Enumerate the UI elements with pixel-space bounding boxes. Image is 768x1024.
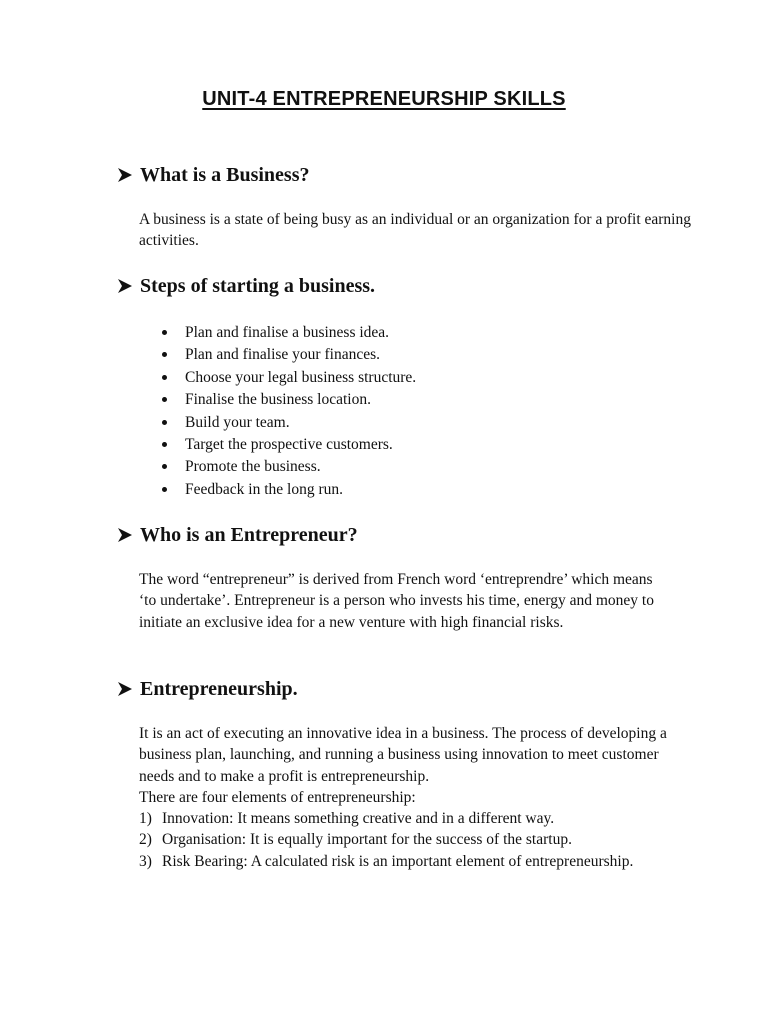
list-item (139, 829, 669, 850)
heading-text: Entrepreneurship. (140, 678, 298, 700)
list-item (160, 456, 416, 478)
entrepreneur-definition-text: The word “entrepreneur” is derived from French word ‘entreprendre’ which means ‘to undertake’. Entrepreneur is a person who invests his time, energy and money to initiate an exclusive idea for a new venture with high financial risks. (139, 571, 654, 631)
list-item (160, 367, 416, 389)
heading-steps (116, 274, 375, 298)
list-item (139, 808, 669, 829)
arrowhead-bullet-icon (116, 680, 134, 698)
elements-list (139, 808, 669, 872)
page-title: UNIT-4 ENTREPRENEURSHIP SKILLS (202, 88, 566, 110)
entrepreneurship-definition (139, 723, 669, 872)
list-item-text: Build your team. (185, 413, 290, 431)
list-item-text: Organisation: It is equally important for the success of the startup. (162, 831, 572, 849)
business-definition-text: A business is a state of being busy as an individual or an organization for a profit earning activities. (139, 211, 691, 250)
list-item-text: Feedback in the long run. (185, 480, 343, 498)
arrowhead-bullet-icon (116, 166, 134, 184)
list-number: 1) (139, 810, 152, 828)
list-item-text: Plan and finalise a business idea. (185, 324, 390, 341)
list-item (160, 322, 416, 344)
list-item-text: Risk Bearing: A calculated risk is an important element of entrepreneurship. (162, 852, 634, 870)
list-item-text: Innovation: It means something creative and in a different way. (162, 810, 555, 828)
list-number: 3) (139, 852, 152, 870)
list-item-text: Finalise the business location. (185, 391, 371, 409)
bullet-dot-icon (162, 397, 167, 402)
list-item (160, 412, 416, 434)
list-item (160, 389, 416, 411)
bullet-dot-icon (162, 375, 167, 380)
bullet-dot-icon (162, 330, 167, 335)
heading-entrepreneurship (116, 677, 298, 701)
list-item-text: Promote the business. (185, 458, 321, 476)
heading-what-is-business (116, 163, 310, 187)
entrepreneur-definition (139, 569, 659, 633)
bullet-dot-icon (162, 352, 167, 357)
heading-text: Who is an Entrepreneur? (140, 524, 358, 546)
heading-text: What is a Business? (140, 164, 310, 186)
list-item (160, 434, 416, 456)
bullet-dot-icon (162, 442, 167, 447)
elements-intro: There are four elements of entrepreneurship: (139, 788, 416, 806)
list-item-text: Choose your legal business structure. (185, 368, 417, 386)
list-item-text: Plan and finalise your finances. (185, 346, 380, 364)
list-item (139, 851, 669, 872)
heading-who-is-entrepreneur (116, 523, 358, 547)
bullet-dot-icon (162, 420, 167, 425)
bullet-dot-icon (162, 464, 167, 469)
list-item (160, 344, 416, 366)
list-item-text: Target the prospective customers. (185, 436, 393, 454)
business-definition (139, 209, 699, 252)
steps-list (160, 322, 416, 501)
bullet-dot-icon (162, 487, 167, 492)
arrowhead-bullet-icon (116, 526, 134, 544)
list-number: 2) (139, 831, 152, 849)
heading-text: Steps of starting a business. (140, 275, 376, 297)
list-item (160, 479, 416, 501)
entrepreneurship-definition-text: It is an act of executing an innovative idea in a business. The process of developing a business plan, launching, and running a business using innovation to meet customer needs and to make a profit is entrepreneurship. (139, 725, 667, 785)
arrowhead-bullet-icon (116, 277, 134, 295)
